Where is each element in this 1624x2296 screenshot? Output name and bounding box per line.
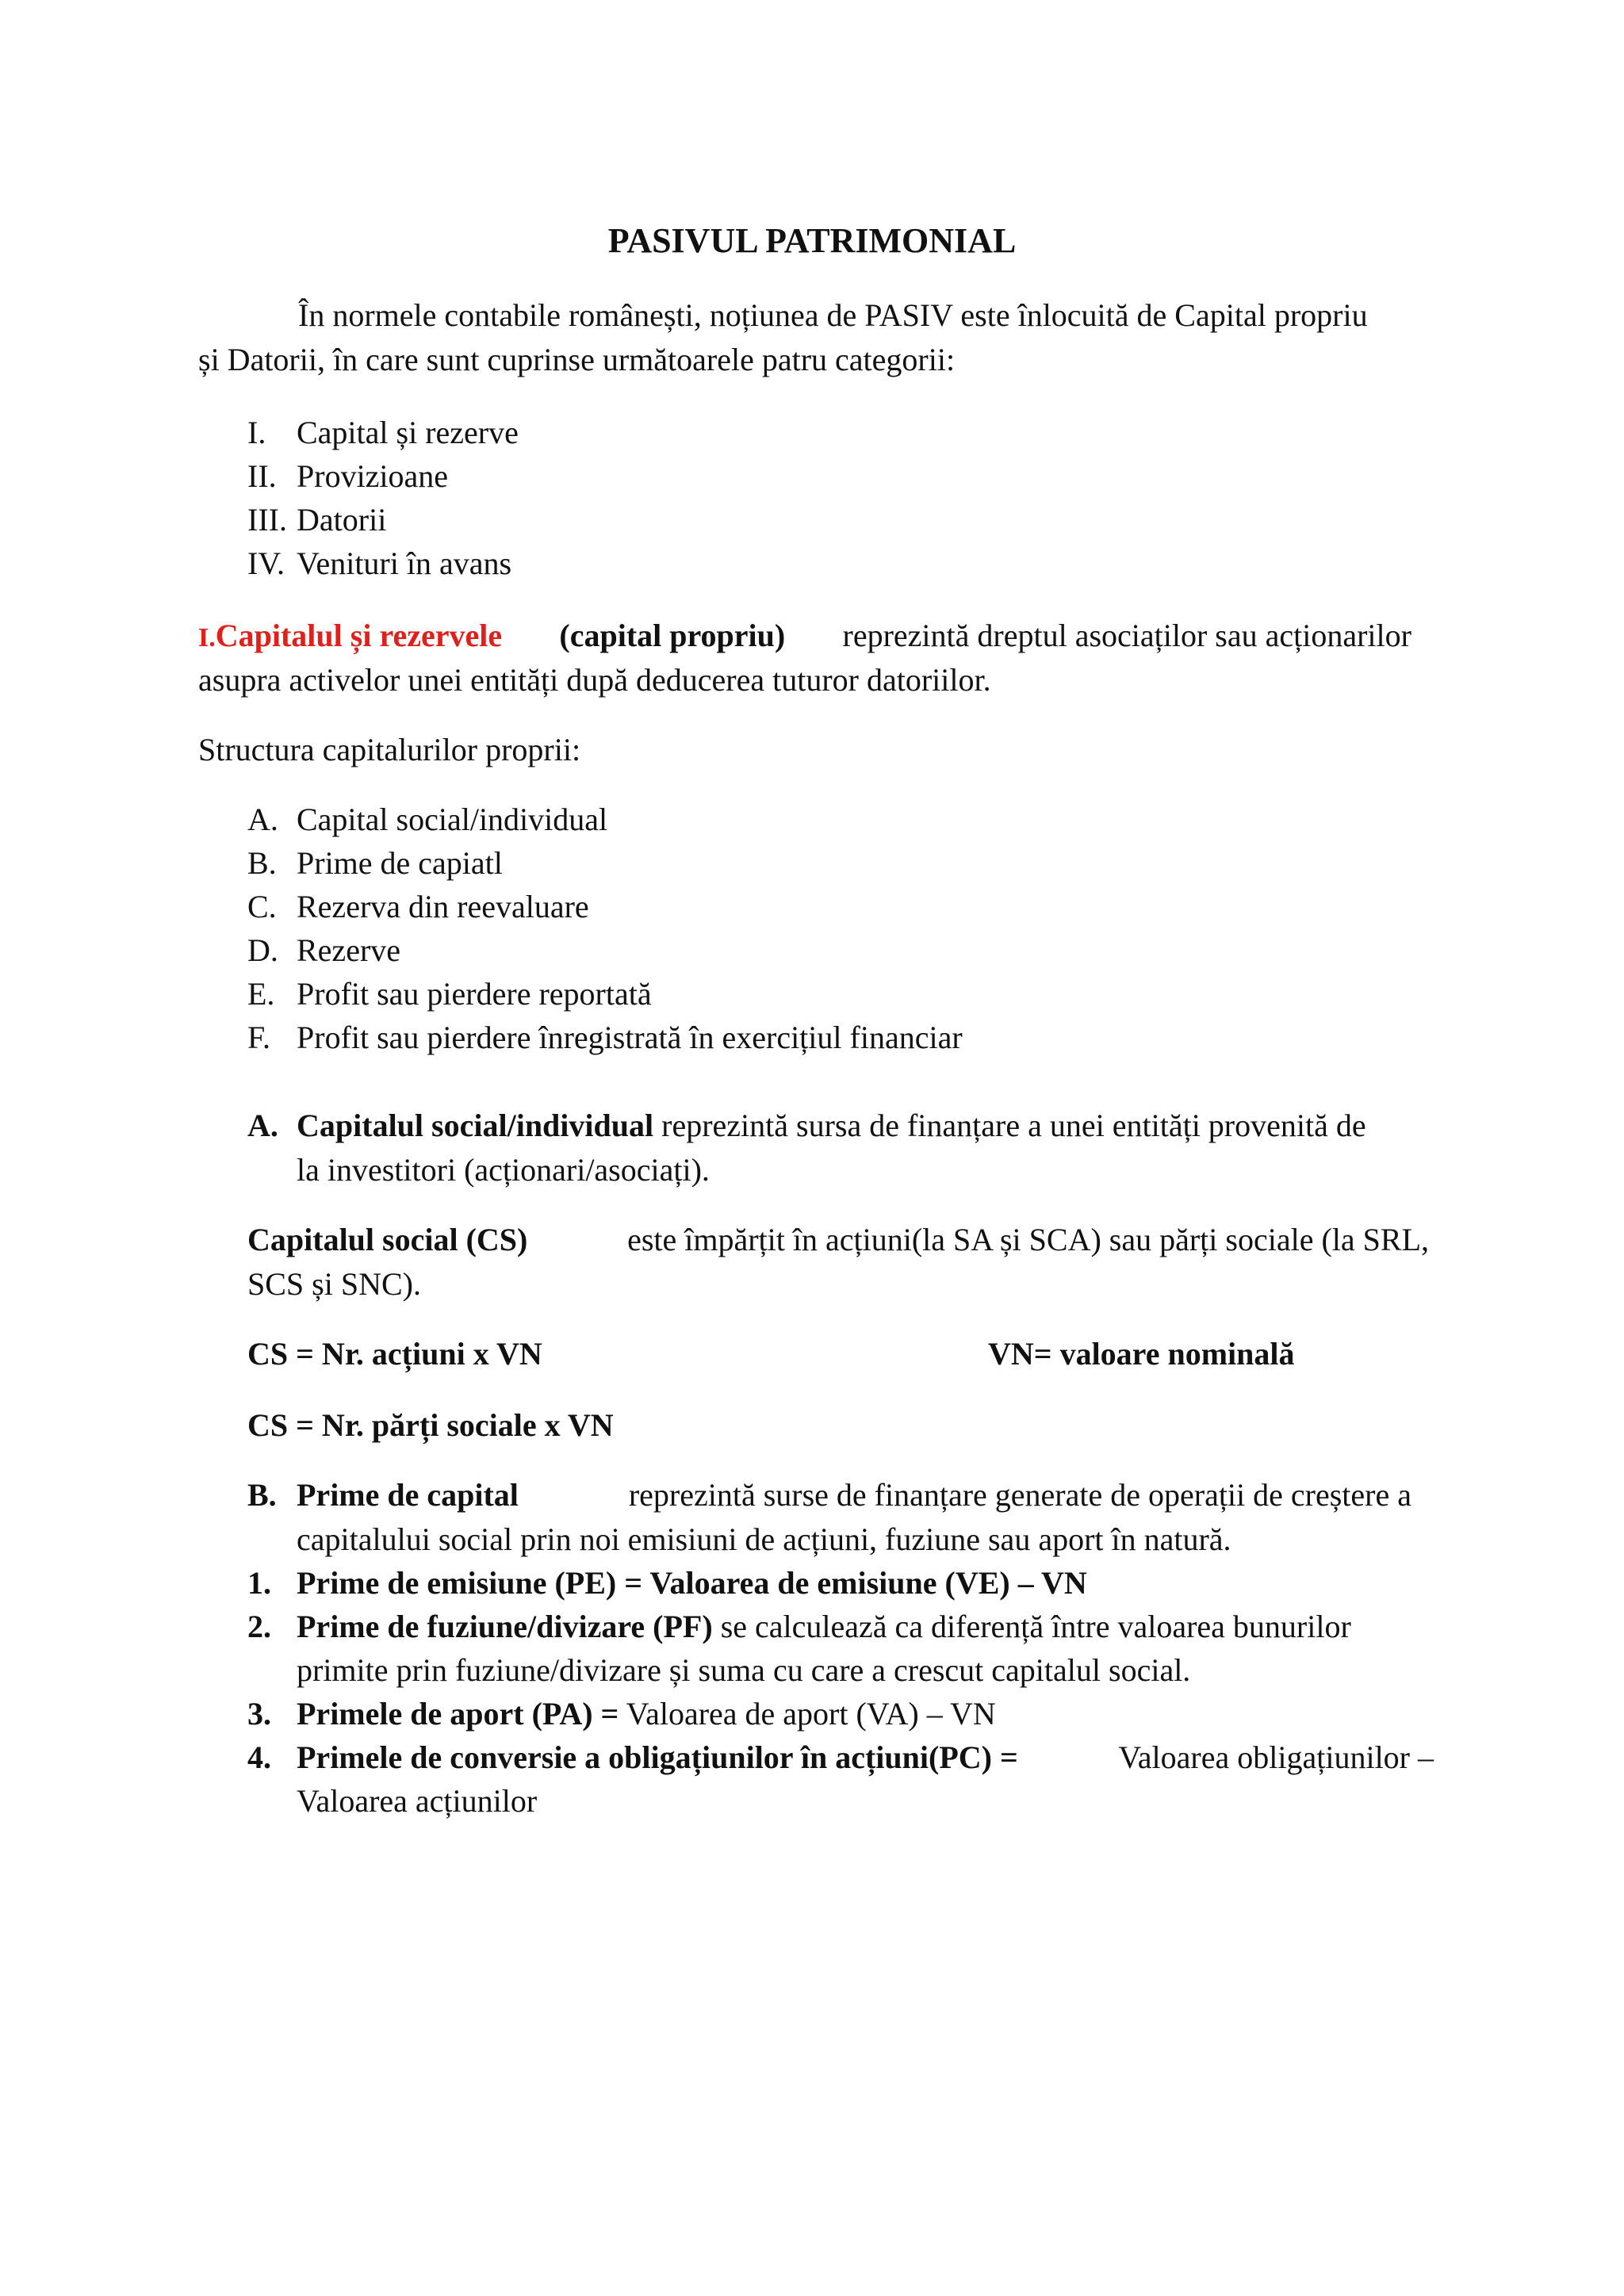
structure-letter: F. — [247, 1020, 271, 1055]
prime-fuziune-line-2: primite prin fuziune/divizare și suma cu care a crescut capitalul social. — [297, 1652, 1191, 1688]
prime-emisiune: Prime de emisiune (PE) = Valoarea de emisiune (VE) – VN — [297, 1565, 1087, 1601]
prime-num: 1. — [247, 1565, 271, 1601]
prime-aport — [297, 1695, 996, 1732]
category-label: Venituri în avans — [297, 545, 512, 581]
formula-cs-actiuni: CS = Nr. acțiuni x VN — [247, 1336, 542, 1372]
structure-letter: A. — [247, 802, 278, 837]
structure-heading: Structura capitalurilor proprii: — [198, 732, 581, 767]
prime-fuziune-line-1 — [297, 1608, 1351, 1645]
partB-rest: reprezintă surse de finanțare generate de operații de creștere a — [628, 1477, 1411, 1513]
cs-para-line-2: SCS și SNC). — [247, 1266, 421, 1302]
structure-label: Profit sau pierdere reportată — [297, 976, 652, 1012]
cs-rest: este împărțit în acțiuni(la SA și SCA) sau părți sociale (la SRL, — [627, 1222, 1429, 1257]
category-label: Provizioane — [297, 458, 449, 494]
partA-term: Capitalul social/individual — [297, 1108, 654, 1143]
section1-line-1 — [198, 617, 1411, 654]
formula-vn-definition: VN= valoare nominală — [988, 1336, 1295, 1372]
prime-fuziune-rest: se calculează ca diferență între valoarea bunurilor — [720, 1609, 1351, 1644]
category-num: III. — [247, 502, 287, 538]
section1-line-2: asupra activelor unei entități după deducerea tuturor datoriilor. — [198, 662, 991, 698]
prime-num: 3. — [247, 1696, 271, 1732]
structure-label: Prime de capiatl — [297, 845, 503, 881]
intro-line-1: În normele contabile românești, noțiunea de PASIV este înlocuită de Capital propriu — [298, 297, 1368, 333]
structure-letter: B. — [247, 845, 277, 881]
structure-letter: D. — [247, 932, 278, 968]
section1-paren: (capital propriu) — [559, 618, 786, 653]
structure-label: Capital social/individual — [297, 802, 608, 837]
partB-term: Prime de capital — [297, 1477, 519, 1513]
prime-num: 2. — [247, 1609, 271, 1644]
formula-cs-parti: CS = Nr. părți sociale x VN — [247, 1407, 614, 1443]
prime-aport-term: Primele de aport (PA) = — [297, 1696, 619, 1732]
structure-label: Profit sau pierdere înregistrată în exercițiul financiar — [297, 1020, 963, 1055]
prime-fuziune-term: Prime de fuziune/divizare (PF) — [297, 1609, 713, 1644]
category-label: Datorii — [297, 502, 387, 538]
section1-num: I. — [198, 623, 216, 652]
category-num: IV. — [247, 545, 285, 581]
prime-conversie-rest: Valoarea obligațiunilor – — [1118, 1739, 1434, 1775]
cs-para-line-1 — [247, 1221, 1429, 1258]
section1-rest: reprezintă dreptul asociaților sau acționarilor — [842, 618, 1411, 653]
structure-letter: E. — [247, 976, 275, 1012]
structure-label: Rezerva din reevaluare — [297, 889, 589, 924]
intro-line-2: și Datorii, în care sunt cuprinse următoarele patru categorii: — [198, 342, 956, 377]
cs-term: Capitalul social (CS) — [247, 1222, 528, 1257]
partA-rest: reprezintă sursa de finanțare a unei entități provenită de — [661, 1108, 1366, 1143]
structure-label: Rezerve — [297, 932, 401, 968]
partB-line-1 — [297, 1476, 1411, 1513]
prime-conversie-line-1 — [297, 1739, 1434, 1776]
prime-conversie-line-2: Valoarea acțiunilor — [297, 1783, 538, 1819]
category-num: II. — [247, 458, 277, 494]
prime-aport-rest: Valoarea de aport (VA) – VN — [626, 1696, 996, 1732]
structure-letter: C. — [247, 889, 277, 924]
category-num: I. — [247, 415, 266, 450]
page-title: PASIVUL PATRIMONIAL — [607, 221, 1017, 260]
prime-conversie-term: Primele de conversie a obligațiunilor în acțiuni(PC) = — [297, 1739, 1018, 1775]
partB-line-2: capitalului social prin noi emisiuni de acțiuni, fuziune sau aport în natură. — [297, 1521, 1231, 1557]
partA-line-2: la investitori (acționari/asociați). — [297, 1152, 710, 1188]
partA-letter: A. — [247, 1108, 278, 1143]
prime-num: 4. — [247, 1739, 271, 1775]
category-label: Capital și rezerve — [297, 415, 519, 450]
section1-title: Capitalul și rezervele — [215, 618, 503, 653]
partA-line-1 — [297, 1107, 1366, 1144]
partB-letter: B. — [247, 1477, 277, 1513]
